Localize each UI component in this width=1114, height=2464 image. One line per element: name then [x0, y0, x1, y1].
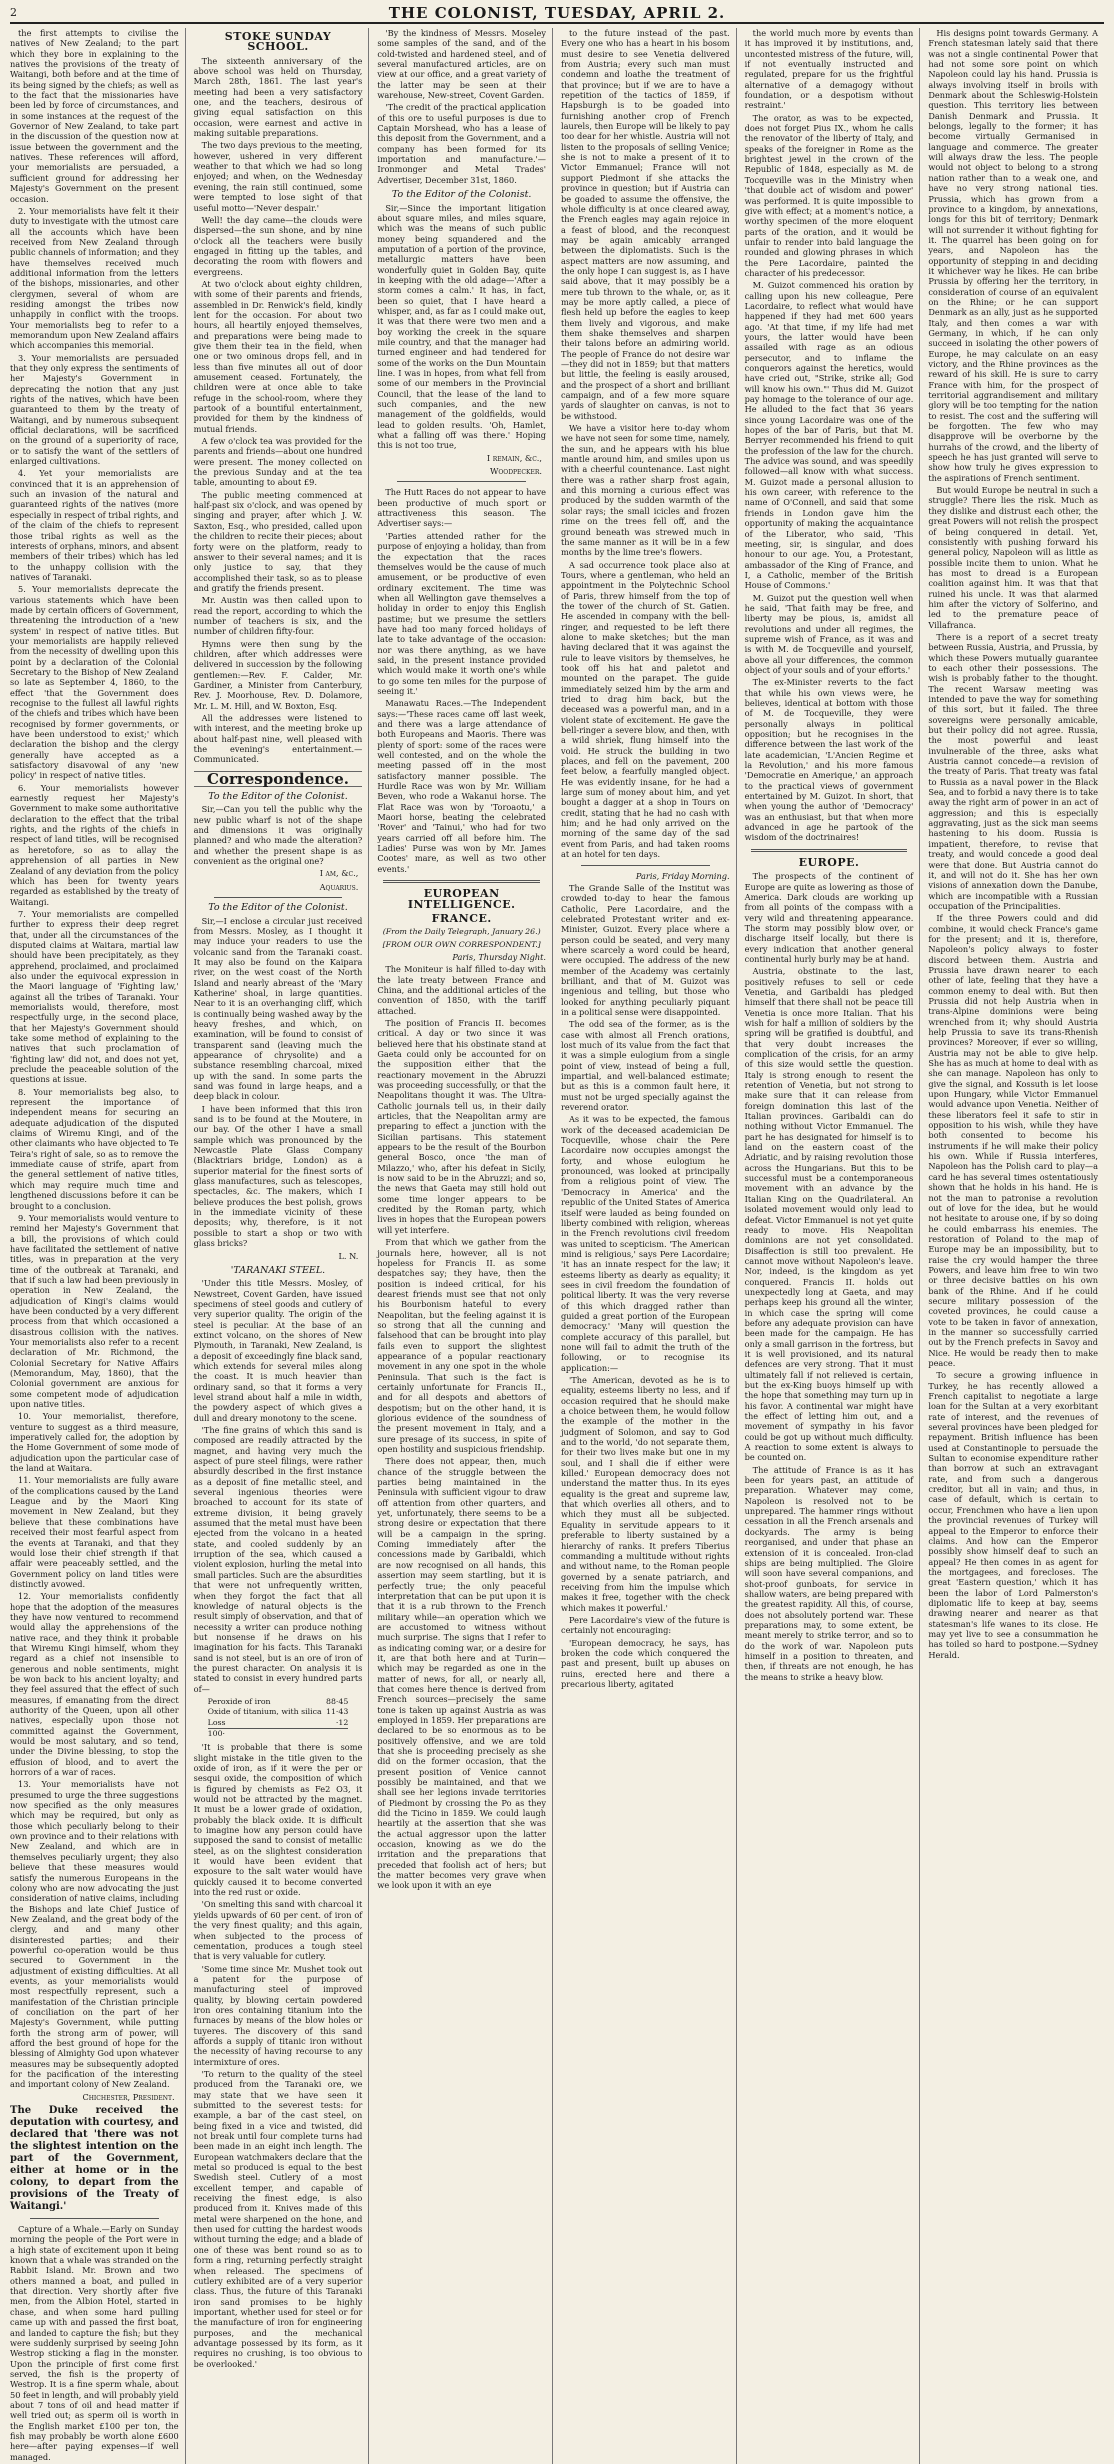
divider: [383, 880, 540, 883]
paragraph: the world much more by events than it has improved it by institutions, and, uncontested mistress of the future, will, if not eventually instructed and regulated, prepare for us the frightful alternative of a demagogy without foundation, or a despotism without restraint.': [744, 28, 914, 111]
paragraph: 'Some time since Mr. Mushet took out a patent for the purpose of manufacturing steel of improved quality, by blowing certain powdered iron ores containing titanium into the furnaces by means of the blow holes or tuyeres. The discovery of this sand affords a supply of titanic iron without the necessity of having recourse to any intermixture of ores.: [193, 1963, 363, 2067]
analysis-table: [208, 1697, 349, 1739]
paragraph: We have a visitor here to-day whom we have not seen for some time, namely, the sun, and he appears with his blue mantle around him, and smiles upon us with a cheerful countenance. Last night there was a rather sharp frost again, and this morning a curious effect was produced by the sudden warmth of the solar rays; the small icicles and frozen rime on the trees fell off, and the ground beneath was strewed much in the same manner as it will be in a few months by the lime tree's flowers.: [561, 423, 730, 558]
paragraph: Austria, obstinate to the last, positively refuses to sell or cede Venetia, and Garibaldi has pledged himself that there shall not be peace till Venetia is once more Italian. That his wish for half a million of soldiers by the spring will be gratified is doubtful, and that very doubt increases the complication of the crisis, for an army of this size would settle the question. Italy is strong enough to resent the retention of Venetia, but not strong to make sure that it can release from foreign domination this last of the Italian provinces. Garibaldi can do nothing without Victor Emmanuel. The part he has designated for himself is to land on the eastern coast of the Adriatic, and by raising revolution those across the Hungarians. But this to be successful must be a contemporaneous movement with an advance by the Italian King on the Quadrilateral. An isolated movement would only lead to defeat. Victor Emmanuel is not yet quite ready to move. His Neapolitan dominions are not yet consolidated. Disaffection is still too prevalent. He cannot move without Napoleon's leave. Nor, indeed, is the kingdom as yet conquered. Francis II. holds out unexpectedly long at Gaeta, and may perhaps keep his ground all the winter, in which case the spring will come before any adequate provision can have been made for the campaign. He has only a small garrison in the fortress, but it is well provisioned, and its natural defences are very strong. That it must ultimately fall if not relieved is certain, but the ex-King buoys himself up with the hope that something may turn up in his favor. A continental war might have the effect of letting him out, and a movement of sympathy in his favor could be got up without much difficulty. A reaction to some extent is always to be counted on.: [744, 966, 914, 1463]
paragraph: 4. Yet your memorialists are convinced that it is an apprehension of such an invasion of the natural and guaranteed rights of the natives (more especially in respect of tribal rights, and of the claim of the chiefs to represent those tribal rights as well as the interests of orphans, minors, and absent members of their tribes) which has led to the unhappy collision with the natives of Taranaki.: [10, 468, 179, 582]
paragraph: 5. Your memorialists deprecate the various statements which have been made by certain officers of Government, threatening the introduction of a 'new system' in respect of native titles. But your memorialists are happily relieved from the necessity of dwelling upon this point by a declaration of the Colonial Secretary to the Bishop of New Zealand so late as September 4, 1860, to the effect 'that the Government does recognise to the fullest all lawful rights of the chiefs and tribes which have been recognised by former governments, or have been understood to exist;' which declaration the bishop and the clergy generally have accepted as a satisfactory disavowal of any 'new policy' in respect of native titles.: [10, 584, 179, 781]
newspaper-title: THE COLONIST, TUESDAY, APRIL 2.: [388, 4, 726, 22]
paragraph: 'Parties attended rather for the purpose of enjoying a holiday, than from the expectation that the races themselves would be the cause of much amusement, or be productive of even ordinary excitement. The time was when all Wellington gave themselves a holiday in order to enjoy this English pastime; but we presume the settlers have had too many forced holidays of late to take advantage of the occasion: nor was there anything, as we have said, in the present instance provided which would make it worth one's while to go some ten miles for the purpose of seeing it.': [377, 530, 546, 696]
paragraph: As it was to be expected, the famous work of the deceased academician De Tocqueville, whose chair the Pere Lacordaire now occupies amongst the forty, and whose eulogium he pronounced, was looked at principally from a religious point of view. The 'Democracy in America' and the republic of the United States of America itself were lauded as being founded on liberty combined with religion, whereas in the French revolutions civil freedom was united to scepticism. 'The American mind is religious,' says Pere Lacordaire; 'it has an innate respect for the law; it esteems liberty as dearly as equality; it sees in civil freedom the foundation of political liberty. It was the very reverse of this which dragged rather than guided a great portion of the European democracy.' 'Many will question the complete accuracy of this parallel, but none will fail to admit the truth of the following, or to recognise its application:—: [561, 1114, 730, 1373]
divider: [397, 481, 526, 482]
paragraph: All the addresses were listened to with interest, and the meeting broke up about half-past nine, well pleased with the evening's entertainment.—Communicated.: [193, 713, 363, 765]
paragraph: 11. Your memorialists are fully aware of the complications caused by the Land League and by the Maori King movement in New Zealand, but they believe that these combinations have received their most fearful aspect from the events at Taranaki, and that they would lose their chief strength if that affair were peaceably settled, and the Government policy on land titles were distinctly avowed.: [10, 1475, 179, 1589]
paragraph: M. Guizot put the question well when he said, 'That faith may be free, and liberty may be pious, is, amidst all revolutions and under all regimes, the supreme wish of France, as it was and is with M. de Tocqueville and yourself, above all your differences, the common object of your souls and of your efforts.': [744, 592, 914, 675]
paragraph: 'It is probable that there is some slight mistake in the title given to the oxide of iron, as if it were the per or sesqui oxide, the composition of which is figured by chemists as Fe2 O3, it would not be attracted by the magnet. It must be a lower grade of oxidation, probably the black oxide. It is difficult to imagine how any person could have supposed the sand to consist of metallic steel, as on the slightest consideration it would have been evident that exposure to the salt water would have quickly caused it to become converted into the red rust or oxide.: [193, 1742, 363, 1898]
divider: [214, 897, 343, 898]
paragraph: M. Guizot commenced his oration by calling upon his new colleague, Pere Lacordaire, to reflect what would have happened if they had met 600 years ago. 'At that time, if my life had met yours, the latter would have been assailed with rage as an odious persecutor, and to inflame the conquerors against the heretics, would have cried out, "Strike, strike all; God will know his own."' Thus did M. Guizot pay homage to the tolerance of our age. He alluded to the fact that 36 years since young Lacordaire was one of the hopes of the bar of Paris, but that M. Berryer recommended his friend to quit the profession of the law for the church. The advice was sound, and was speedily followed—all know with what success. M. Guizot made a personal allusion to his own career, with reference to the name of O'Connell, and said that some friends in London gave him the opportunity of making the acquaintance of the Liberator, who said, 'This meeting, sir, is singular, and does honour to our age. You, a Protestant, ambassador of the King of France, and I, a Catholic, member of the British House of Commons.': [744, 280, 914, 591]
paragraph: 'The credit of the practical application of this ore to useful purposes is due to Captain Morshead, who has a lease of this deposit from the Government, and a company has been formed for its importation and manufacture.'—Ironmonger and Metal Trades' Advertiser, December 31st, 1860.: [377, 102, 546, 185]
paragraph: Sir,—I enclose a circular just received from Messrs. Mosley, as I thought it may induce your readers to use the volcanic sand from the Taranaki coast. It may also be found on the Kaipara river, on the west coast of the North Island and nearly abreast of the 'Mary Katherine' shoal, in large quantities. Near to it is an overhanging cliff, which is continually being washed away by the heavy freshes, and which, on examination, will be found to consist of transparent sand (leaving much the appearance of chrysolite) and a substance resembling charcoal, mixed up with the sand. In some parts the sand was found in large heaps, and a deep black in colour.: [193, 915, 363, 1102]
page-number: 2: [10, 6, 17, 19]
paragraph: 'By the kindness of Messrs. Moseley some samples of the sand, and of the cold-twisted and hardened steel, and of several manufactured articles, are on view at our office, and a great variety of the latter may be seen at their warehouse, New-street, Covent Garden.: [377, 28, 546, 101]
signature: I remain, &c.,: [486, 452, 542, 463]
signature: L. N.: [338, 1250, 359, 1261]
paragraph: 'To return to the quality of the steel produced from the Taranaki ore, we may state that we have seen it submitted to the severest tests: for example, a bar of the cast steel, on being fixed in a vice and twisted, did not break until four complete turns had been made in an eight inch length. The European watchmakers declare that the metal so produced is equal to the best Swedish steel. Cutlery of a most excellent temper, and capable of receiving the finest edge, is also produced from it. Knives made of this metal were sharpened on the hone, and then used for cutting the hardest woods without turning the edge; and a blade of one of these was bent round so as to form a ring, returning perfectly straight when released. The specimens of cutlery exhibited are of a very superior class. Thus, the future of this Taranaki iron sand promises to be highly important, whether used for steel or for the manufacture of iron for engineering purposes, and the mechanical advantage possessed by its form, as it requires no crushing, is too obvious to be overlooked.': [193, 2068, 363, 2369]
subsection-heading: FRANCE.: [431, 911, 492, 925]
paragraph: 'The American, devoted as he is to equality, esteems liberty no less, and if occasion required that he should make a choice between them, he would follow the example of the mother in the judgment of Solomon, and say to God and to the world, 'do not separate them, for their two lives make but one in my soul, and I shall die if either were killed.' European democracy does not understand the matter thus. In its eyes equality is the great and supreme law, that which overlies all others, and to which they must all be subjected. Equality in servitude appears to it preferable to liberty sustained by a hierarchy of ranks. It prefers Tiberius commanding a multitude without rights and without name, to the Roman people governed by a senate patriarch, and receiving from him the impulse which makes it free, together with the check which makes it powerful.': [561, 1375, 730, 1613]
column-5: [745, 28, 921, 2464]
paragraph: 'On smelting this sand with charcoal it yields upwards of 60 per cent. of iron of the very finest quality; and this again, when subjected to the process of cementation, produces a tough steel that is very valuable for cutlery.: [193, 1899, 363, 1962]
paragraph: 6. Your memorialists however earnestly request her Majesty's Government to make some authoritative declaration to the effect that the tribal rights, and the rights of the chiefs in respect of land titles, will be recognised as heretofore, so as to allay the apprehension of all parties in New Zealand of any deviation from the policy which has been for twenty years regarded as established by the treaty of Waitangi.: [10, 782, 179, 907]
signature: Chichester, President.: [82, 2091, 175, 2102]
dateline: Paris, Thursday Night.: [452, 951, 546, 962]
signature: Aquarius.: [319, 881, 359, 892]
section-heading: EUROPE.: [798, 855, 860, 869]
analysis-row: Oxide of titanium, with silica 11·43: [207, 1707, 349, 1717]
section-heading: Correspondence.: [194, 771, 363, 787]
paragraph: Manawatu Races.—The Independent says:—'These races came off last week, and there was a large attendance of both Europeans and Maoris. There was plenty of sport: some of the races were well contested, and on the whole the meeting passed off in the most satisfactory manner possible. The Hurdle Race was won by Mr. William Beven, who rode a Wakanui horse. The Flat Race was won by 'Toroaotu,' a Maori horse, beating the celebrated 'Rover' and 'Tainui,' who had for two years carried off all before him. The Ladies' Purse was won by Mr. James Cootes' mare, as well as two other events.': [377, 698, 546, 874]
paragraph: the first attempts to civilise the natives of New Zealand; to the part which they bore in explaining to the natives the provisions of the treaty of Waitangi, both before and at the time of its being signed by the chiefs; as well as to the fact that the missionaries have been led by force of circumstances, and in some instances at the request of the Governor of New Zealand, to take part in the discussion of the question now at issue between the government and the natives. These references will afford, your memorialists are persuaded, a sufficient ground for addressing her Majesty's Government on the present occasion.: [10, 28, 179, 204]
paragraph: The Moniteur is half filled to-day with the late treaty between France and China, and the additional articles of the convention of 1850, with the tariff attached.: [377, 964, 546, 1016]
paragraph: 13. Your memorialists have not presumed to urge the three suggestions now specified as the only measures which may be required, but only as those which peculiarly belong to their own province and to their relations with New Zealand, and which are in themselves peculiarly urgent; they also believe that these measures would satisfy the numerous Europeans in the colony who are now advocating the just consideration of native claims, including the Bishops and late Chief Justice of New Zealand, and the great body of the clergy, and and many other disinterested parties; and their powerful co-operation would be thus secured to Government in the adjustment of existing difficulties. At all events, as your memorialists would most respectfully represent, such a manifestation of the Christian principle of conciliation on the part of her Majesty's Government, while putting forth the strong arm of power, will afford the best ground of hope for the blessing of Almighty God upon whatever measures may be subsequently adopted for the pacification of the interesting and important colony of New Zealand.: [10, 1779, 179, 2090]
column-6: [928, 28, 1104, 2464]
analysis-row: Loss ·12: [207, 1717, 349, 1727]
article-heading: 'TARANAKI STEEL.: [230, 1264, 326, 1276]
divider: [581, 865, 710, 866]
paragraph: The prospects of the continent of Europe are quite as lowering as those of America. Dark clouds are working up from all points of the compass with a very wild and threatening appearance. The storm may possibly blow over, or discharge itself locally, but there is every indication that another general continental hurly burly may be at hand.: [744, 871, 914, 964]
paragraph: A few o'clock tea was provided for the parents and friends—about one hundred were present. The money collected on the previous Sunday and at the tea table, amounting to about £9.: [193, 436, 363, 488]
paragraph: A sad occurrence took place also at Tours, where a gentleman, who held an appointment in the Polytechnic School of Paris, threw himself from the top of the tower of the church of St. Gatien. He ascended in company with the bell-ringer, and requested to be left there alone to make sketches; but the man having declared that it was against the rule to leave visitors by themselves, he took off his hat and paletot and mounted on the parapet. The guide immediately seized him by the arm and tried to drag him back, but the deceased was a powerful man, and in a violent state of excitement. He gave the bell-ringer a severe blow, and then, with a wild shriek, flung himself into the void. He struck the building in two places, and fell on the pavement, 200 feet below, a fearfully mangled object. He was evidently insane, for he had a large sum of money about him, and yet bought a dagger at a shop in Tours on credit, stating that he had no cash with him; and he had only arrived on the morning of the same day of the sad event from Paris, and had taken rooms at an hotel for ten days.: [561, 559, 730, 860]
paragraph: 'Under this title Messrs. Mosley, of Newstreet, Covent Garden, have issued specimens of steel goods and cutlery of very superior quality. The origin of the steel is peculiar. At the base of an extinct volcano, on the shores of New Plymouth, in Taranaki, New Zealand, is a deposit of exceedingly fine black sand, which extends for several miles along the coast. It is much heavier than ordinary sand, so that it forms a very level strand about half a mile in width, the powdery aspect of which gives a dull and dreary monotony to the scene.: [193, 1278, 363, 1423]
paragraph: 9. Your memorialists would venture to remind her Majesty's Government that a bill, the provisions of which could have facilitated the settlement of native titles, was in preparation at the very time of the outbreak at Taranaki, and that if such a law had been previously in operation in New Zealand, the adjudication of Kingi's claims would have been conducted by a very different process from that which occasioned a disastrous collision with the natives. Your memorialists also refer to a recent declaration of Mr. Richmond, the Colonial Secretary for Native Affairs (Memorandum, May, 1860), that the Colonial government are anxious for some competent mode of adjudication upon native titles.: [10, 1212, 179, 1410]
column-4: [561, 28, 737, 2464]
paragraph: 12. Your memorialists confidently hope that the adoption of the measures they have now ventured to recommend would allay the apprehensions of the native race, and they think it probable that Wiremu Kingi himself, whom they regard as a chief not insensible to generous and noble sentiments, might be won back to his ancient loyalty; and they feel assured that the effect of such measures, if emanating from the direct authority of the Queen, upon all other natives, especially upon those not committed against the Government, would be most salutary, and so tend, under the Divine blessing, to stop the effusion of blood, and to avert the horrors of a war of races.: [10, 1591, 179, 1778]
analysis-row: Peroxide of iron 88·45: [207, 1696, 349, 1706]
source-note: [FROM OUR OWN CORRESPONDENT.]: [382, 939, 541, 949]
paragraph: There does not appear, then, much chance of the struggle between the parties being maintained in the Peninsula with sufficient vigour to draw off attention from other quarters, and yet, unfortunately, there seems to be a strong desire or expectation that there will be a campaign in the spring. Coming immediately after the concessions made by Garibaldi, which are now recognised on all hands, this assertion may seem startling, but it is perfectly true; the only peaceful interpretation that can be put upon it is that it is a rub thrown to the French military while—an operation which we are accustomed to witness without much surprise. The signs that I refer to as indicating coming war, or a desire for it, are that both here and at Turin—which may be regarded as one in the matter of news, for all, or nearly all, that comes here thence is derived from French sources—precisely the same tone is taken up against Austria as was employed in 1859. Her preparations are declared to be so enormous as to be positively offensive, and we are told that she is proceeding precisely as she did on the former occasion, that the present position of Venice cannot possibly be maintained, and that we shall see her legions invade territories of Piedmont by crossing the Po as they did the Ticino in 1859. We could laugh heartily at the assertion that she was the actual aggressor upon the latter occasion, knowing as we do the irritation and the preparations that preceded that foolish act of hers; but the matter becomes very grave when we look upon it with an eye: [377, 1456, 546, 1891]
paragraph: Sir,—Can you tell the public why the new public wharf is not of the shape and dimensions it was originally planned? and who made the alteration? and whether the present shape is as convenient as the original one?: [193, 804, 363, 867]
paragraph: Sir,—Since the important litigation about square miles, and miles square, which was the means of such public money being squandered and the amputation of a portion of the province, metallurgic matters have been wonderfully quiet in Golden Bay, quite in keeping with the old adage—'After a storm comes a calm.' It has, in fact, been so quiet, that I have heard a whisper, and, as far as I could make out, it was that there were two men and a boy working the creek in the square mile country, and that the manager had turned engineer and had tendered for some of the works on the Dun Mountain line. I was in hopes, from what fell from some of our members in the Provincial Council, that the lease of the land to such companies, and the new management of the goldfields, would lead to golden results. 'Oh, Hamlet, what a falling off was there.' Hoping this is not too true,: [377, 202, 546, 451]
section-heading: EUROPEAN INTELLIGENCE.: [407, 887, 516, 911]
column-3: [377, 28, 553, 2464]
paragraph: The Hutt Races do not appear to have been productive of much sport or attractiveness this season. The Advertiser says:—: [377, 487, 546, 529]
dateline: Paris, Friday Morning.: [635, 870, 730, 881]
letter-heading: To the Editor of the Colonist.: [208, 902, 348, 914]
page-columns: [10, 28, 1104, 2462]
letter-heading: To the Editor of the Colonist.: [208, 791, 348, 803]
paragraph: 10. Your memorialist, therefore, venture to suggest as a third measure, imperatively called for, the adoption by the Home Government of some mode of adjudication upon the particular case of the land at Waitara.: [10, 1411, 179, 1474]
letter-heading: To the Editor of the Colonist.: [391, 189, 532, 201]
paragraph: 8. Your memorialists beg also, to represent the importance of independent means for securing an adequate adjudication of the disputed claims of Wiremu Kingi, and of the other claimants who have objected to Te Teira's right of sale, so as to remove the immediate cause of strife, apart from the general settlement of native titles, which may require much time and lengthened discussions before it can be brought to a conclusion.: [10, 1086, 179, 1211]
paragraph: The sixteenth anniversary of the above school was held on Thursday, March 28th, 1861. The last year's meeting had been a very satisfactory one, and the teachers, desirous of giving equal satisfaction on this occasion, were earnest and active in making suitable preparations.: [193, 55, 363, 139]
paragraph: The orator, as was to be expected, does not forget Pius IX., whom he calls the renovator of the liberty of Italy, and speaks of the foreigner in Rome as the brightest jewel in the crown of the Republic of 1848, especially as M. de Tocqueville was in the Ministry when 'that double act of wisdom and power' was performed. It is quite impossible to give with effect; at a moment's notice, a worthy specimen of the more eloquent parts of the oration, and it would be unfair to render into bald language the rounded and glowing phrases in which the Pere Lacordaire, painted the character of his predecessor.: [744, 112, 914, 278]
masthead: [10, 4, 1104, 24]
signature: Woodpecker.: [489, 466, 542, 477]
paragraph: But would Europe be neutral in such a struggle? There lies the risk. Much as they dislike and distrust each other, the great Powers will not relish the prospect of being conquered in detail. Yet, consistently with pushing forward his general policy, Napoleon will as little as possible incite them to union. What he has most to dread is a European coalition against him. It was that that ruined his uncle. It was that alarmed him after the victory of Solferino, and led to the premature peace of Villafranca.: [928, 485, 1098, 630]
paragraph: 3. Your memorialists are persuaded that they only express the sentiments of her Majesty's Government in deprecating the notion that any just rights of the natives, which have been guaranteed to them by the treaty of Waitangi, and by numerous subsequent official declarations, will be sacrificed on the ground of a superiority of race, or to satisfy the want of the settlers of enlarged cultivations.: [10, 352, 179, 467]
source-note: (From the Daily Telegraph, January 26.): [382, 927, 541, 937]
paragraph: If the three Powers could and did combine, it would check France's game for the present; and it is, therefore, Napoleon's policy always to foster discord between them. Austria and Prussia have drawn nearer to each other of late, feeling that they have a common enemy to deal with. But then Prussia did not help Austria when in trans-Alpine dominions were being wrenched from it; why should Austria help Prussia to save its trans-Rhenish provinces? Moreover, if ever so willing, Austria may not be able to give help. She has as much at home to deal with as she can manage. Napoleon has only to give the signal, and Kossuth is let loose upon Hungary, while Victor Emmanuel would advance upon Venetia. Neither of these liberators feel it safe to stir in opposition to his wish, while they have both consented to become his instruments if he will make their policy his own. While if Russia interferes, Napoleon has the Polish card to play—a card he has several times ostentatiously shown that he holds in his hand. He is not the man to patronise a revolution out of love for the idea, but he would not hesitate to arouse one, if by so doing he could embarrass his enemies. The restoration of Poland to the map of Europe may be an impossibility, but to raise the cry would hamper the three Powers, and leave him free to win two or three decisive battles on his own bank of the Rhine. And if he could secure military possession of the coveted provinces, he could cause a vote to be taken in favor of annexation, in the manner so successfully carried out by the French prefects in Savoy and Nice. He would be ready then to make peace.: [928, 913, 1098, 1368]
paragraph: His designs point towards Germany. A French statesman lately said that there was not a single continental Power that had not some sore point on which Napoleon could lay his hand. Prussia is always involving itself in broils with Denmark about the Schleswig-Holstein question. This territory lies between Danish Denmark and Prussia. It belongs, legally to the former; it has become virtually Germanised in language and commerce. The greater will always draw the less. The people would not object to belong to a strong nation rather than to a weak one, and have no very strong national ties. Prussia, which has grown from a province to a kingdom, by annexations, longs for this bit of territory; Denmark will not surrender it without fighting for it. The quarrel has been going on for years, and Napoleon has the opportunity of stepping in and deciding it whichever way he likes. He can bribe Prussia by offering her the territory, in consideration of course of an equivalent on the Rhine; or he can support Denmark as an ally, just as he supported Italy, and then comes a war with Germany, in which, if he can only succeed in isolating the other powers of Europe, he may calculate on an easy victory, and the Rhine provinces as the reward of his skill. He is sure to carry France with him, for the prospect of territorial aggrandisement and military glory will be too tempting for the nation to resist. The cost and the suffering will be forgotten. The few who may disapprove will be overborne by the hurrahs of the crowd, and the liberty of speech he has just granted will serve to show how truly he gives expression to the aspirations of French sentiment.: [928, 28, 1098, 483]
paragraph: To secure a growing influence in Turkey, he has recently allowed a French capitalist to negotiate a large loan for the Sultan at a very exorbitant rate of interest, and the revenues of several provinces have been pledged for repayment. British influence has been used at Constantinople to persuade the Sultan to economise expenditure rather than borrow at such an extravagant rate, and from such a dangerous creditor, but all in vain; and thus, in case of default, which is certain to occur, Frenchmen who have a lien upon the provincial revenues of Turkey will appeal to the Emperor to enforce their claims. And how can the Emperor possibly show himself deaf to such an appeal? He then comes in as agent for the mortgagees, and forecloses. The great 'Eastern question,' which it has been the labor of Lord Palmerston's diplomatic life to keep at bay, seems drawing nearer and nearer as that statesman's life wanes to its close. He may yet live to see a consummation he has toiled so hard to postpone.—Sydney Herald.: [928, 1370, 1098, 1660]
article-heading: STOKE SUNDAY SCHOOL.: [224, 30, 332, 54]
signature: I am, &c.,: [319, 868, 359, 879]
paragraph: The odd sea of the former, as is the case with almost all French orations, lost much of its value from the fact that it was a simple eulogium from a single point of view, instead of being a full, impartial, and well-balanced estimate; but as this is a common fault here, it must not be urged specially against the reverend orator.: [561, 1019, 730, 1113]
analysis-total: 100·: [208, 1728, 349, 1739]
paragraph: 2. Your memorialists have felt it their duty to investigate with the utmost care all the accounts which have been received from New Zealand through public channels of information; and they have themselves received much additional information from the letters of the bishops, missionaries, and other clergymen, several of whom are residing amongst the tribes now unhappily in conflict with the troops. Your memorialists beg to refer to a memorandum upon New Zealand affairs which accompanies this memorial.: [10, 205, 179, 351]
paragraph: The attitude of France is as it has been for years past, an attitude of preparation. Whatever may come, Napoleon is resolved not to be unprepared. The hammer rings without cessation in all the French arsenals and dockyards. The army is being reorganised, and under that phase an extension of it is concealed. Iron-clad ships are being multiplied. The Gloire will soon have several companions, and shot-proof gunboats, for service in shallow waters, are being prepared with the greatest rapidity. All this, of course, does not absolutely portend war. These preparations may, to some extent, be meant merely to strike terror, and so to do the work of war. Napoleon puts himself in a position to threaten, and then, if threats are not enough, he has the means to strike a heavy blow.: [744, 1464, 914, 1682]
paragraph: Hymns were then sung by the children, after which addresses were delivered in succession by the following gentlemen:—Rev. F. Calder, Mr. Gardiner, a Minister from Canterbury, Rev. J. Moorhouse, Rev. D. Dolamore, Mr. L. M. Hill, and W. Boxton, Esq.: [193, 638, 363, 711]
paragraph: The Grande Salle of the Institut was crowded to-day to hear the famous Catholic, Pere Lacordaire, and the celebrated Protestant writer and ex-Minister, Guizot. Every place where a person could be seated, and very many where scarcely a word could be heard, were occupied. The address of the new member of the Academy was certainly brilliant, and that of M. Guizot was ingenious and telling, but those who looked for anything peculiarly piquant in a political sense were disappointed.: [561, 882, 730, 1017]
divider: [751, 849, 908, 852]
paragraph: The Duke received the deputation with courtesy, and declared that 'there was not the slightest intention on the part of the Government, either at home or in the colony, to depart from the provisions of the Treaty of Waitangi.': [10, 2105, 179, 2213]
paragraph: The ex-Minister reverts to the fact that while his own views were, he believes, identical at bottom with those of M. de Tocqueville, they were personally always in political opposition; but he recognises in the difference between the last work of the late academician, 'L'Ancien Regime et la Revolution,' and his more famous 'Democratie en Amerique,' an approach to the practical views of government entertained by M. Guizot. In short, that when young the author of 'Democracy' was an enthusiast, but that when more advanced in age he partook of the wisdom of the doctrinaires!: [744, 677, 914, 843]
paragraph: 'The fine grains of which this sand is composed are readily attracted by the magnet, and having very much the aspect of pure steel filings, were rather absurdly described in the first instance as a deposit of fine metallic steel, and several ingenious theories were broached to account for its state of extreme division, it being gravely assumed that the metal must have been ejected from the volcano in a heated state, and cooled suddenly by an irruption of the sea, which caused a violent explosion, hurling the metal into small particles. Such are the absurdities that were not unfrequently written, when they forgot the fact that all knowledge of natural objects is the result simply of observation, and that of necessity a writer can produce nothing but nonsense if he draws on his imagination for his facts. This Taranaki sand is not steel, but is an ore of iron of the purest character. On analysis it is stated to consist in every hundred parts of—: [193, 1425, 363, 1694]
column-2: [194, 28, 370, 2464]
paragraph: Mr. Austin was then called upon to read the report, according to which the number of teachers is six, and the number of children fifty-four.: [193, 595, 363, 637]
paragraph: 7. Your memorialists are compelled further to express their deep regret that, under all the circumstances of the disputed claims at Waitara, martial law should have been precipitately, as they apprehend, proclaimed, and proclaimed also under the equivocal expression in the Maori language of 'Fighting law,' against all the tribes of Taranaki. Your memorialists would, therefore, most respectfully urge, in the second place, that her Majesty's Government should take some method of explaining to the natives that such proclamation of 'fighting law' did not, and does not yet, preclude the peaceable solution of the questions at issue.: [10, 908, 179, 1085]
paragraph: From that which we gather from the journals here, however, all is not hopeless for Francis II. as some despatches say; they have, then the position is indeed critical, for his dearest friends must see that not only his Bourbonism hateful to every Neapolitan, but the feeling against it is so strong that all the cunning and falsehood that can be brought into play fails even to support the slightest appearance of a popular reactionary movement in any one spot in the whole Peninsula. That such is the fact is certainly unfortunate for Francis II., and for all despots and abettors of despotism; but on the other hand, it is glorious evidence of the soundness of the present movement in Italy, and a sure presage of its success, in spite of open hostility and suspicious friendship.: [377, 1237, 546, 1455]
paragraph: I have been informed that this iron sand is to be found at the Moutere, in our bay. Of the other I have a small sample which was pronounced by the Newcastle Plate Glass Company (Blacktriars bridge, London) as a superior material for the finest sorts of glass manufactures, such as telescopes, spectacles, &c. The makers, which I believe produces the best polish, grows in the immediate vicinity of these deposits; why, therefore, is it not possible to start a shop or two with glass bricks?: [193, 1103, 363, 1249]
column-1: [10, 28, 186, 2464]
paragraph: 'European democracy, he says, has broken the code which conquered the past and present, built up abuses on ruins, erected here and there a precarious liberty, agitated: [561, 1637, 730, 1689]
paragraph: Well! the day came—the clouds were dispersed—the sun shone, and by nine o'clock all the teachers were busily engaged in fitting up the tables, and decorating the room with flowers and evergreens.: [193, 214, 363, 277]
paragraph: The two days previous to the meeting, however, ushered in very different weather to that which we had so long enjoyed; and when, on the Wednesday evening, the rain still continued, some were tempted to lose sight of that useful motto—'Never despair.': [193, 140, 363, 213]
paragraph: The position of Francis II. becomes critical. A day or two since it was believed here that his obstinate stand at Gaeta could only be accounted for on the supposition either that the reactionary movement in the Abruzzi was proceeding successfully, or that the Neapolitans thought it was. The Ultra-Catholic journals tell us, in their daily articles, that the Neapolitan army are preparing to effect a junction with the Sicilian partisans. This statement appears to be the result of the Bourbon general Bosco, once 'the man of Milazzo,' who, after his defeat in Sicily, is now said to be in the Abruzzi; and so, the news that Gaeta may still hold out some time longer appears to be credited by the Roman party, which lives in hopes that the European powers will yet interfere.: [377, 1017, 546, 1235]
paragraph: Pere Lacordaire's view of the future is certainly not encouraging:: [561, 1614, 730, 1636]
paragraph: Capture of a Whale.—Early on Sunday morning the people of the Port were in a high state of excitement upon it being known that a whale was stranded on the Rabbit Island. Mr. Brown and two others manned a boat, and pulled in that direction. Very shortly after five men, from the Albion Hotel, started in chase, and when some hard pulling came up with and passed the first boat, and landed to capture the fish; but they were suddenly surprised by seeing John Westrop sticking a flag in the monster. Upon the principle of first come first served, the fish is the property of Westrop. It is a fine sperm whale, about 50 feet in length, and will probably yield about 7 tons of oil and head matter if well tried out; as sperm oil is worth in the English market £100 per ton, the fish may probably be worth alone £600 here—after paying expenses—if well managed.: [10, 2224, 179, 2462]
paragraph: At two o'clock about eighty children, with some of their parents and friends, assembled in Dr. Renwick's field, kindly lent for the occasion. For about two hours, all heartily enjoyed themselves, and preparations were being made to give them their tea in the field, when one or two ominous drops fell, and in less than five minutes all out of door amusement ceased. Fortunately, the children were at once able to take refuge in the school-room, where they partook of a bountiful entertainment, provided for them by the kindness of mutual friends.: [193, 278, 363, 434]
paragraph: to the future instead of the past. Every one who has a heart in his bosom must desire to see Venetia delivered from Austria; every such man must condemn and loathe the treatment of that province; but if we are to have a repetition of the tactics of 1859, if Hapsburgh is to be goaded into furnishing another crop of French laurels, then Europe will be likely to pay too dear for her whistle. Austria will not listen to the proposals of selling Venice; she is not to make a present of it to Victor Emmanuel; France will not support Piedmont if she attacks the province in question; but if Austria can be goaded to assume the offensive, the whole difficulty is at once cleared away, the French eagles may again rejoice in a feast of blood, and the reconquest may be again amicably arranged between the diplomatists. Such is the aspect matters are now assuming, and the only hope I can suggest is, as I have said above, that it may possibly be a mere tub thrown to the whale, or, as it may be more aptly called, a piece of flesh held up before the eagles to keep them lively and vigorous, and make them shake themselves and sharpen their talons before an admiring world. The people of France do not desire war—they did not in 1859; but that matters but little, the feeling is easily aroused, and the prospect of a short and brilliant campaign, and of a few more square yards of slaughter on canvas, is not to be withstood.: [561, 28, 730, 421]
paragraph: There is a report of a secret treaty between Russia, Austria, and Prussia, by which these Powers mutually guarantee to each other their possessions. The wish is probably father to the thought. The recent Warsaw meeting was intended to pave the way for something of this sort, but it failed. The three sovereigns were personally amicable, but their policy did not agree. Russia, the most powerful and least invulnerable of the three, asks what Austria cannot concede—a revision of the treaty of Paris. That treaty was fatal to Russia as a naval power in the Black Sea, and to forbid a navy there is to take away the right arm of power in an act of aggression; and this is especially aggravating, just as the sick man seems hastening to his doom. Russia is impatient, therefore, to revise that treaty, and would concede a good deal were that done. But Austria cannot do it, and will not do it. She has her own visions of annexation down the Danube, which are incompatible with a Russian occupation of the Principalities.: [928, 631, 1098, 911]
paragraph: The public meeting commenced at half-past six o'clock, and was opened by singing and prayer, after which J. W. Saxton, Esq., who presided, called upon the children to recite their pieces; about forty were on the platform, ready to answer to their several names; and it is only justice to say, that they accomplished their task, so as to please and gratify the friends present.: [193, 489, 363, 593]
divider: [30, 2218, 159, 2219]
